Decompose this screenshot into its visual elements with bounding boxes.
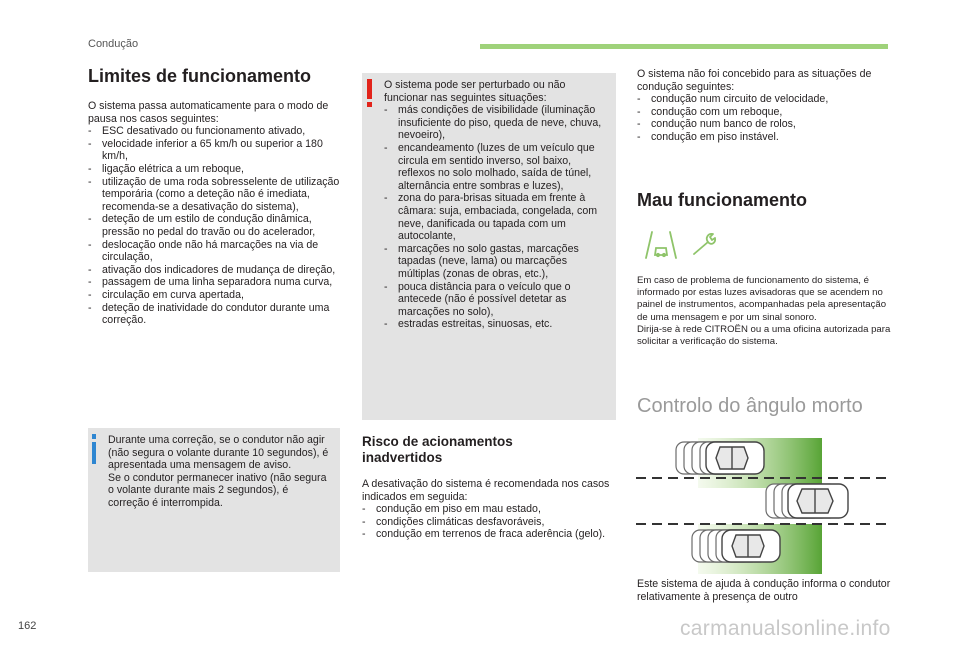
column-limites: [88, 64, 340, 327]
list-item: - ESC desativado ou funcionamento ativado,: [88, 125, 340, 138]
info-icon: [92, 434, 96, 464]
list-item: - deteção de um estilo de condução dinâmica, pressão no pedal do travão ou do acelerador,: [88, 213, 340, 238]
mau-description: [637, 275, 895, 348]
controlo-paragraph: Este sistema de ajuda à condução informa o condutor relativamente à presença de outro: [637, 578, 891, 603]
section-risco: [362, 434, 616, 541]
car-bottom: [722, 530, 780, 562]
info-paragraph: Durante uma correção, se o condutor não agir (não segura o volante durante 10 segundos), é apresentada uma mensagem de aviso.: [108, 434, 329, 472]
list-item: - circulação em curva apertada,: [88, 289, 340, 302]
heading-risco-line1: Risco de acionamentos: [362, 434, 513, 449]
limites-list: [88, 125, 340, 327]
list-item: - marcações no solo gastas, marcações tapadas (neve, lama) ou marcações múltiplas (zonas de obras, etc.),: [384, 243, 610, 281]
list-item: - deteção de inatividade do condutor durante uma correção.: [88, 302, 340, 327]
limites-intro: O sistema passa automaticamente para o modo de pausa nos casos seguintes:: [88, 100, 329, 125]
warning-icon: [367, 79, 372, 107]
nao-concebido-list: [637, 93, 895, 143]
heading-controlo: Controlo do ângulo morto: [637, 395, 863, 417]
blind-spot-diagram: [636, 434, 892, 574]
header-accent-bar: [480, 44, 888, 49]
section-controlo: [637, 393, 895, 419]
page-number: 162: [18, 620, 37, 632]
list-item: - más condições de visibilidade (iluminação insuficiente do piso, queda de neve, chuva, nevoeiro),: [384, 104, 610, 142]
lane-warning-lamp-icons: [644, 228, 728, 260]
list-item: - pouca distância para o veículo que o antecede (não é possível detetar as marcações no solo),: [384, 281, 610, 319]
list-item: - estradas estreitas, sinuosas, etc.: [384, 318, 610, 331]
warning-note-box: [362, 73, 616, 420]
risco-list: [362, 503, 616, 541]
car-middle: [788, 484, 848, 518]
heading-mau: Mau funcionamento: [637, 190, 807, 210]
warning-list: [384, 104, 610, 331]
section-nao-concebido: [637, 68, 895, 144]
info-note-box: [88, 428, 340, 572]
list-item: - passagem de uma linha separadora numa curva,: [88, 276, 340, 289]
watermark-logo: carmanualsonline.info: [680, 617, 891, 640]
info-note-text: [108, 434, 330, 510]
warning-intro: O sistema pode ser perturbado ou não funcionar nas seguintes situações:: [384, 79, 566, 104]
list-item: - condução em piso instável.: [637, 131, 895, 144]
mau-paragraph: Em caso de problema de funcionamento do sistema, é informado por estas luzes avisadoras que se acendem no painel de instrumentos, acompanhadas pela apresentação de uma mensagem e por um sinal sonoro.: [637, 275, 887, 323]
warning-note-text: [384, 79, 610, 331]
nao-concebido-intro: O sistema não foi concebido para as situações de condução seguintes:: [637, 68, 872, 93]
list-item: - utilização de uma roda sobresselente de utilização temporária (como a deteção não é imediata, recomenda-se a desativação do sistema),: [88, 176, 340, 214]
list-item: - encandeamento (luzes de um veículo que circula em sentido inverso, sol baixo, reflexos no solo molhado, saída de túnel, alternância entre sombras e luzes),: [384, 142, 610, 192]
section-mau: [637, 188, 895, 212]
car-top: [706, 442, 764, 474]
risco-intro: A desativação do sistema é recomendada nos casos indicados em seguida:: [362, 478, 610, 503]
list-item: - condições climáticas desfavoráveis,: [362, 516, 616, 529]
mau-paragraph: Dirija-se à rede CITROËN ou a uma oficina autorizada para solicitar a verificação do sistema.: [637, 323, 891, 348]
list-item: - ligação elétrica a um reboque,: [88, 163, 340, 176]
list-item: - deslocação onde não há marcações na via de circulação,: [88, 239, 340, 264]
running-header: Condução: [88, 38, 139, 50]
list-item: - condução num circuito de velocidade,: [637, 93, 895, 106]
list-item: - velocidade inferior a 65 km/h ou superior a 180 km/h,: [88, 138, 340, 163]
list-item: - condução em terrenos de fraca aderência (gelo).: [362, 528, 616, 541]
list-item: - condução em piso em mau estado,: [362, 503, 616, 516]
lane-keeping-lamp-icon: [646, 232, 676, 258]
list-item: - ativação dos indicadores de mudança de direção,: [88, 264, 340, 277]
info-paragraph: Se o condutor permanecer inativo (não segura o volante durante mais 2 segundos), é correção é interrompida.: [108, 471, 327, 509]
wrench-icon: [694, 234, 715, 254]
list-item: - condução num banco de rolos,: [637, 118, 895, 131]
list-item: - zona do para-brisas situada em frente à câmara: suja, embaciada, congelada, com neve, danificada ou tapada com um autocolante,: [384, 192, 610, 242]
controlo-text: [637, 578, 895, 603]
list-item: - condução com um reboque,: [637, 106, 895, 119]
heading-limites: Limites de funcionamento: [88, 66, 312, 86]
heading-risco-line2: inadvertidos: [362, 450, 443, 465]
